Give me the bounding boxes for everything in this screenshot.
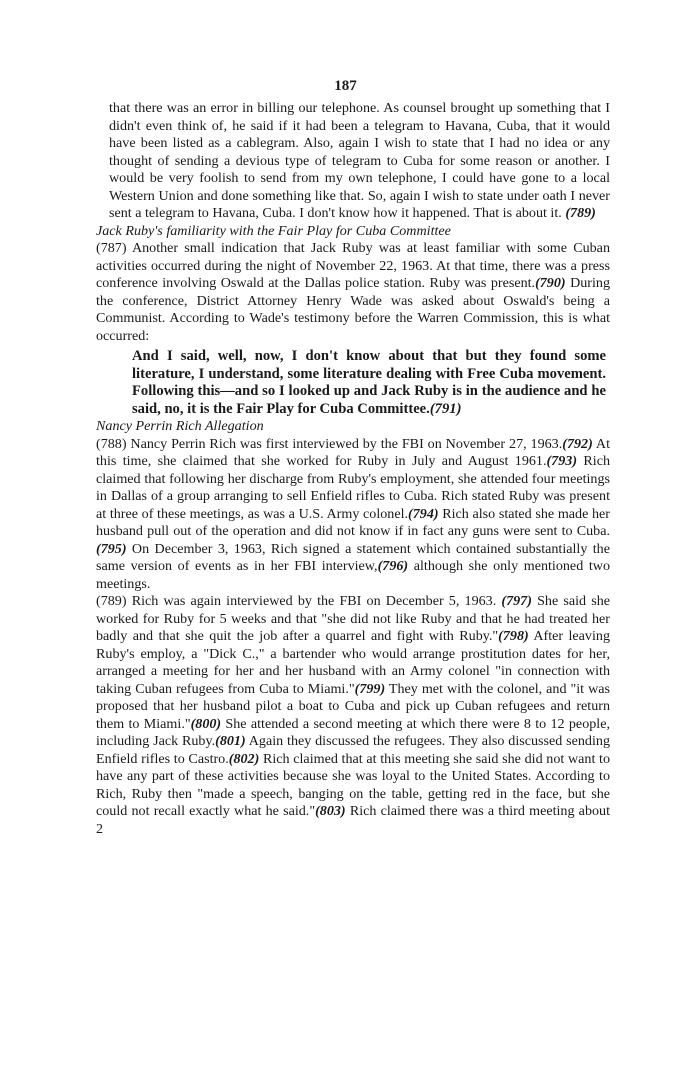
paragraph-text: although she only mentioned two meetings. xyxy=(96,558,610,592)
footnote-citation: (798) xyxy=(498,628,529,644)
paragraph-787 xyxy=(96,240,610,345)
paragraph-text: At this time, she claimed that she worked for Ruby in July and August 1961. xyxy=(96,435,610,469)
paragraph-788 xyxy=(96,436,610,594)
footnote-citation: (800) xyxy=(190,715,222,732)
footnote-citation: (799) xyxy=(354,680,386,697)
paragraph-text: Rich claimed that at this meeting she said she did not want to have any part of these activities because she was loyal to the United States. According to Rich, Ruby then "made a speech, banging on the table, getting red in the face, but she could not recall exactly what he said." xyxy=(96,750,611,819)
paragraph-number: (788) xyxy=(96,435,127,452)
block-quote-wade-testimony xyxy=(96,348,610,418)
paragraph-text: On December 3, 1963, Rich signed a statement which contained substantially the same version of events as in her FBI interview, xyxy=(96,540,610,574)
paragraph-number: (787) xyxy=(96,240,127,256)
paragraph-text: During the conference, District Attorney Henry Wade was asked about Oswald's being a Communist. According to Wade's testimony before the Warren Commission, this is what occurred: xyxy=(96,275,610,344)
paragraph-number: (789) xyxy=(96,593,127,609)
body-text-column xyxy=(96,100,610,838)
paragraph-text: Rich claimed that following her discharge from Ruby's employment, she attended four meetings in Dallas of a group arranging to sell Enfield rifles to Cuba. Rich stated Ruby was present at three of these meetings, as was a U.S. Army colonel. xyxy=(96,453,610,522)
section-heading-nancy-rich: Nancy Perrin Rich Allegation xyxy=(96,418,264,434)
paragraph-789 xyxy=(96,593,610,838)
footnote-citation: (791) xyxy=(429,400,462,417)
footnote-citation: (801) xyxy=(215,733,246,749)
section-heading-fair-play: Jack Ruby's familiarity with the Fair Play for Cuba Committee xyxy=(96,222,451,239)
continued-quote-paragraph xyxy=(96,100,610,223)
continued-quote-text: that there was an error in billing our telephone. As counsel brought up something that I didn't even think of, he said if it had been a telegram to Havana, Cuba, that it would have been listed as a cablegram. Also, again I wish to state that I had no idea or any thought of sending a devious type of telegram to Cuba for some reason or another. I would be very foolish to send from my own telephone, I could have gone to a local Western Union and done something like that. So, again I wish to state under oath I never sent a telegram to Havana, Cuba. I don't know how it happened. That is about it. xyxy=(109,100,610,221)
paragraph-text: After leaving Ruby's employ, a "Dick C.," a bartender who would arrange prostitution dates for her, arranged a meeting for her and her husband with an Army colonel "in connection with taking Cuban refugees from Cuba to Miami." xyxy=(96,628,610,697)
page-number: 187 xyxy=(334,78,357,94)
footnote-citation: (789) xyxy=(565,205,596,221)
footnote-citation: (797) xyxy=(501,593,532,609)
paragraph-text: Rich was again interviewed by the FBI on December 5, 1963. xyxy=(131,593,497,609)
paragraph-text: Another small indication that Jack Ruby was at least familiar with some Cuban activities occurred during the night of November 22, 1963. At that time, there was a press conference involving Oswald at the Dallas police station. Ruby was present. xyxy=(96,240,610,291)
footnote-citation: (793) xyxy=(546,453,578,469)
paragraph-text: Nancy Perrin Rich was first interviewed by the FBI on November 27, 1963. xyxy=(130,435,563,452)
paragraph-text: She said she worked for Ruby for 5 weeks and that "she did not like Ruby and that he had treated her badly and that she quit the job after a quarrel and fight with Ruby." xyxy=(96,593,610,644)
block-quote-text: And I said, well, now, I don't know about that but they found some literature, I understand, some literature dealing with Free Cuba movement. Following this—and so I looked up and Jack Ruby is in the audience and he said, no, it is the Fair Play for Cuba Committee. xyxy=(132,348,606,417)
paragraph-text: Rich also stated she made her husband pull out of the operation and did not know if in fact any guns were sent to Cuba. xyxy=(96,505,610,539)
paragraph-text: She attended a second meeting at which there were 8 to 12 people, including Jack Ruby. xyxy=(96,715,610,749)
footnote-citation: (790) xyxy=(535,275,566,291)
footnote-citation: (795) xyxy=(96,540,127,557)
footnote-citation: (803) xyxy=(315,803,346,819)
paragraph-text: Again they discussed the refugees. They also discussed sending Enfield rifles to Castro. xyxy=(96,733,610,767)
paragraph-text: They met with the colonel, and "it was proposed that her husband pilot a boat to Cuba and pick up Cuban refugees and return them to Miami." xyxy=(96,680,610,732)
footnote-citation: (794) xyxy=(408,505,439,522)
footnote-citation: (802) xyxy=(228,750,260,767)
footnote-citation: (792) xyxy=(562,435,593,452)
paragraph-text: Rich claimed there was a third meeting about 2 xyxy=(96,803,610,837)
footnote-citation: (796) xyxy=(377,558,409,574)
